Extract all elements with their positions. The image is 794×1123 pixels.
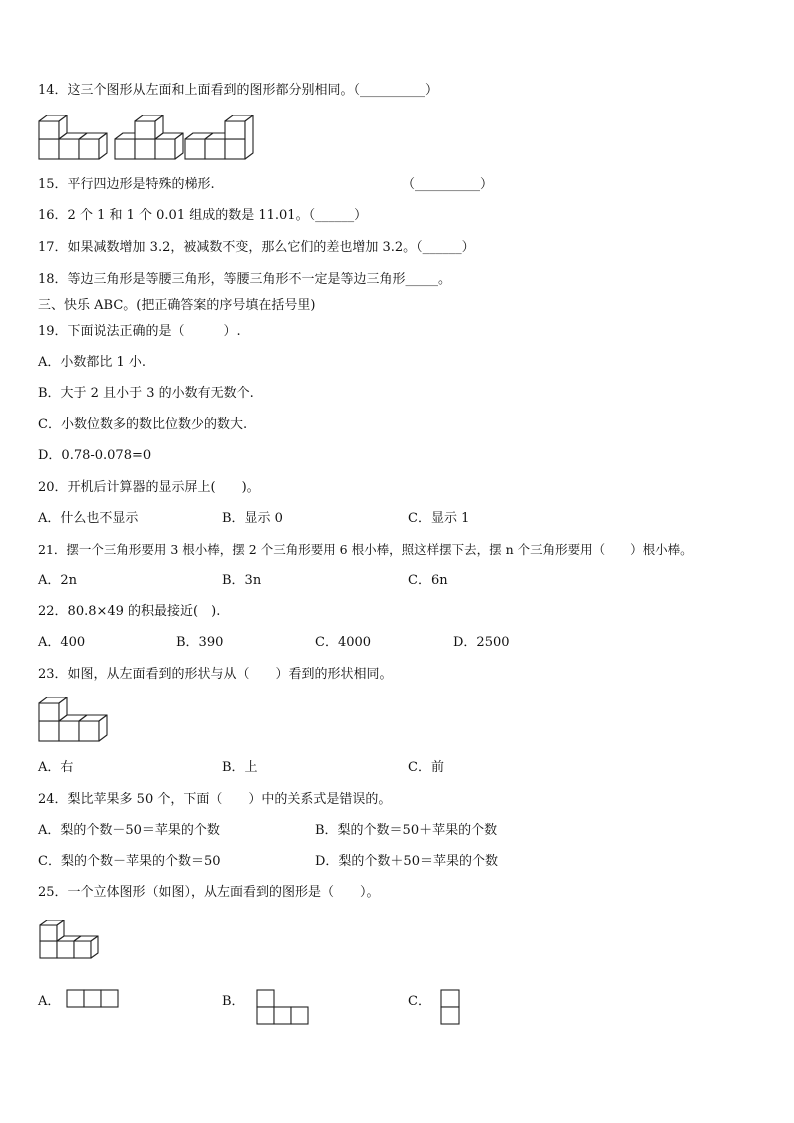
q25-option-a-figure <box>66 989 120 1009</box>
question-24: 24．梨比苹果多 50 个，下面（ ）中的关系式是错误的。 <box>38 792 392 807</box>
q25-option-b[interactable]: B． <box>222 994 245 1009</box>
question-15-blank[interactable]: （__________） <box>402 177 494 192</box>
q19-option-a[interactable]: A．小数都比 1 小. <box>38 355 147 370</box>
q20-option-b[interactable]: B．显示 0 <box>222 511 283 526</box>
question-18: 18．等边三角形是等腰三角形，等腰三角形不一定是等边三角形_____。 <box>38 272 452 287</box>
q25-option-c-figure <box>440 989 462 1027</box>
question-23: 23．如图，从左面看到的形状与从（ ）看到的形状相同。 <box>38 667 393 682</box>
q19-option-d[interactable]: D．0.78-0.078=0 <box>38 448 152 463</box>
q24-option-d[interactable]: D．梨的个数＋50＝苹果的个数 <box>315 854 498 869</box>
q22-option-c[interactable]: C．4000 <box>315 635 372 650</box>
cube-figure-1 <box>39 115 107 159</box>
q19-option-b[interactable]: B．大于 2 且小于 3 的小数有无数个. <box>38 386 254 401</box>
question-19: 19．下面说法正确的是（ ）. <box>38 324 241 339</box>
q25-option-c[interactable]: C． <box>408 994 431 1009</box>
q20-option-a[interactable]: A．什么也不显示 <box>38 511 139 526</box>
question-21: 21．摆一个三角形要用 3 根小棒，摆 2 个三角形要用 6 根小棒，照这样摆下去，摆 n 个三角形要用（ ）根小棒。 <box>38 542 693 557</box>
q23-option-b[interactable]: B．上 <box>222 760 258 775</box>
q21-option-a[interactable]: A．2n <box>38 573 78 588</box>
question-22: 22．80.8×49 的积最接近( ). <box>38 604 221 619</box>
q25-option-a[interactable]: A． <box>38 994 61 1009</box>
q22-option-a[interactable]: A．400 <box>38 635 86 650</box>
q21-option-b[interactable]: B．3n <box>222 573 262 588</box>
question-16: 16．2 个 1 和 1 个 0.01 组成的数是 11.01。（______） <box>38 208 368 223</box>
q22-option-d[interactable]: D．2500 <box>453 635 510 650</box>
q23-option-c[interactable]: C．前 <box>408 760 444 775</box>
question-15: 15．平行四边形是特殊的梯形. <box>38 177 215 192</box>
q23-cube-figure <box>36 697 116 743</box>
q24-option-b[interactable]: B．梨的个数＝50＋苹果的个数 <box>315 823 498 838</box>
q21-option-c[interactable]: C．6n <box>408 573 448 588</box>
question-17: 17．如果减数增加 3.2，被减数不变，那么它们的差也增加 3.2。（______） <box>38 240 475 255</box>
question-25: 25．一个立体图形（如图），从左面看到的图形是（ ）。 <box>38 885 380 900</box>
question-20: 20．开机后计算器的显示屏上( )。 <box>38 480 260 495</box>
section-3-heading: 三、快乐 ABC。(把正确答案的序号填在括号里) <box>38 298 316 313</box>
q24-option-c[interactable]: C．梨的个数－苹果的个数＝50 <box>38 854 221 869</box>
q19-option-c[interactable]: C．小数位数多的数比位数少的数大. <box>38 417 248 432</box>
q22-option-b[interactable]: B．390 <box>176 635 224 650</box>
q20-option-c[interactable]: C．显示 1 <box>408 511 470 526</box>
q25-option-b-figure <box>256 989 312 1027</box>
cube-figure-2 <box>115 115 183 159</box>
cube-figure-3 <box>185 115 253 159</box>
q14-cube-figures <box>36 115 256 161</box>
q25-cube-figure <box>38 920 104 960</box>
question-14: 14．这三个图形从左面和上面看到的图形都分别相同。（__________） <box>38 83 439 98</box>
q23-option-a[interactable]: A．右 <box>38 760 74 775</box>
q24-option-a[interactable]: A．梨的个数－50＝苹果的个数 <box>38 823 220 838</box>
